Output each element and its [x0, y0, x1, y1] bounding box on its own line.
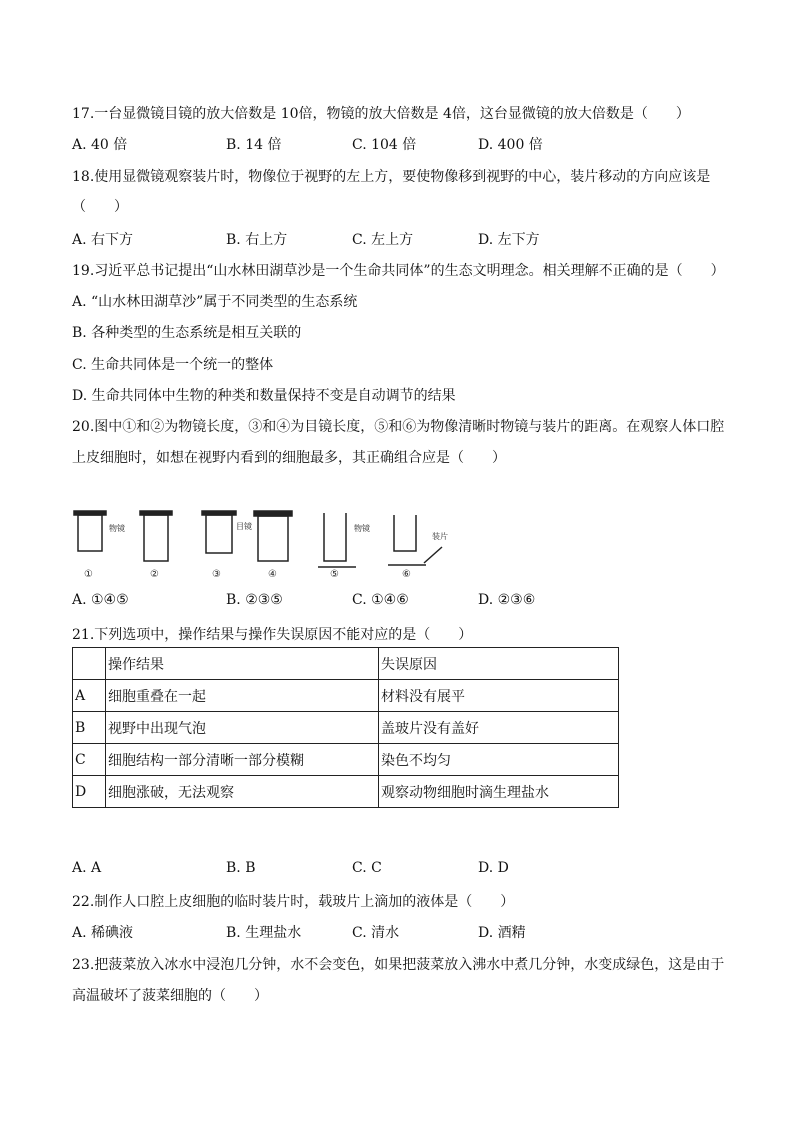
q19-option-b: B. 各种类型的生态系统是相互关联的 — [72, 325, 302, 341]
table-row — [73, 680, 619, 712]
fig-label-1: ① — [84, 569, 93, 580]
q19-stem: 19.习近平总书记提出“山水林田湖草沙是一个生命共同体”的生态文明理念。相关理解不正确的是（ ） — [72, 263, 725, 279]
q20-stem-line1: 20.图中①和②为物镜长度，③和④为目镜长度，⑤和⑥为物像清晰时物镜与装片的距离。在观察人体口腔 — [72, 419, 725, 435]
q23-stem-line2: 高温破坏了菠菜细胞的（ ） — [72, 988, 268, 1004]
table-header-cell: 操作结果 — [106, 648, 379, 680]
table-cell: 细胞结构一部分清晰一部分模糊 — [106, 744, 379, 776]
q22-stem: 22.制作人口腔上皮细胞的临时装片时，载玻片上滴加的液体是（ ） — [72, 894, 515, 910]
table-row — [73, 744, 619, 776]
q20-stem-line2: 上皮细胞时，如想在视野内看到的细胞最多，其正确组合应是（ ） — [72, 450, 506, 466]
table-cell: 材料没有展平 — [379, 680, 619, 712]
q20-option-c: C. ①④⑥ — [352, 592, 409, 608]
fig-text-eyepiece: 目镜 — [236, 522, 252, 531]
q17-option-d: D. 400 倍 — [478, 137, 543, 153]
fig-text-slide: 装片 — [432, 532, 448, 541]
fig-text-objective2: 物镜 — [354, 524, 370, 533]
table-cell: C — [73, 744, 106, 776]
q20-option-a: A. ①④⑤ — [72, 592, 129, 608]
objective-5-body — [324, 513, 346, 561]
table-cell: A — [73, 680, 106, 712]
objective-1-body — [78, 515, 102, 551]
fig-text-objective: 物镜 — [109, 524, 125, 533]
table-cell: D — [73, 776, 106, 808]
fig-label-3: ③ — [212, 569, 221, 580]
q23-stem-line1: 23.把菠菜放入冰水中浸泡几分钟，水不会变色，如果把菠菜放入沸水中煮几分钟，水变成绿色，这是由于 — [72, 957, 725, 973]
objective-6-body — [394, 515, 416, 551]
eyepiece-3-body — [206, 515, 232, 553]
q21-option-a: A. A — [72, 860, 102, 876]
table-cell: 观察动物细胞时滴生理盐水 — [379, 776, 619, 808]
q17-option-b: B. 14 倍 — [226, 137, 282, 153]
table-cell: B — [73, 712, 106, 744]
q17-option-a: A. 40 倍 — [72, 137, 128, 153]
table-row — [73, 776, 619, 808]
q17-stem: 17.一台显微镜目镜的放大倍数是 10倍，物镜的放大倍数是 4倍，这台显微镜的放大倍数是（ ） — [72, 106, 690, 122]
q18-option-c: C. 左上方 — [352, 232, 414, 248]
table-row — [73, 712, 619, 744]
fig-label-5: ⑤ — [330, 569, 339, 580]
table-header-row — [73, 648, 619, 680]
q22-option-c: C. 清水 — [352, 925, 400, 941]
q21-option-d: D. D — [478, 860, 509, 876]
q21-stem: 21.下列选项中，操作结果与操作失误原因不能对应的是（ ） — [72, 627, 473, 643]
eyepiece-4-body — [258, 516, 288, 561]
q17-option-c: C. 104 倍 — [352, 137, 417, 153]
table-cell: 染色不均匀 — [379, 744, 619, 776]
fig-label-6: ⑥ — [402, 569, 411, 580]
q21-table — [72, 647, 619, 808]
q20-option-d: D. ②③⑥ — [478, 592, 536, 608]
q18-stem-line2: （ ） — [72, 199, 128, 215]
q20-option-b: B. ②③⑤ — [226, 592, 283, 608]
microscope-lens-figure — [72, 505, 472, 581]
q18-option-d: D. 左下方 — [478, 232, 540, 248]
table-cell: 盖玻片没有盖好 — [379, 712, 619, 744]
q18-option-b: B. 右上方 — [226, 232, 288, 248]
objective-2-body — [144, 515, 168, 561]
q19-option-a: A. “山水林田湖草沙”属于不同类型的生态系统 — [72, 294, 358, 310]
fig-label-2: ② — [150, 569, 159, 580]
q22-option-a: A. 稀碘液 — [72, 925, 134, 941]
q21-option-b: B. B — [226, 860, 256, 876]
q18-option-a: A. 右下方 — [72, 232, 134, 248]
q19-option-d: D. 生命共同体中生物的种类和数量保持不变是自动调节的结果 — [72, 388, 456, 404]
q18-stem-line1: 18.使用显微镜观察装片时，物像位于视野的左上方，要使物像移到视野的中心，装片移动的方向应该是 — [72, 169, 711, 185]
q19-option-c: C. 生命共同体是一个统一的整体 — [72, 357, 274, 373]
table-cell: 视野中出现气泡 — [106, 712, 379, 744]
q22-option-d: D. 酒精 — [478, 925, 526, 941]
table-cell: 细胞涨破，无法观察 — [106, 776, 379, 808]
table-header-cell — [73, 648, 106, 680]
table-cell: 细胞重叠在一起 — [106, 680, 379, 712]
q21-option-c: C. C — [352, 860, 382, 876]
q22-option-b: B. 生理盐水 — [226, 925, 302, 941]
fig-label-4: ④ — [268, 569, 277, 580]
slide-6-pointer — [424, 547, 442, 563]
table-header-cell: 失误原因 — [379, 648, 619, 680]
